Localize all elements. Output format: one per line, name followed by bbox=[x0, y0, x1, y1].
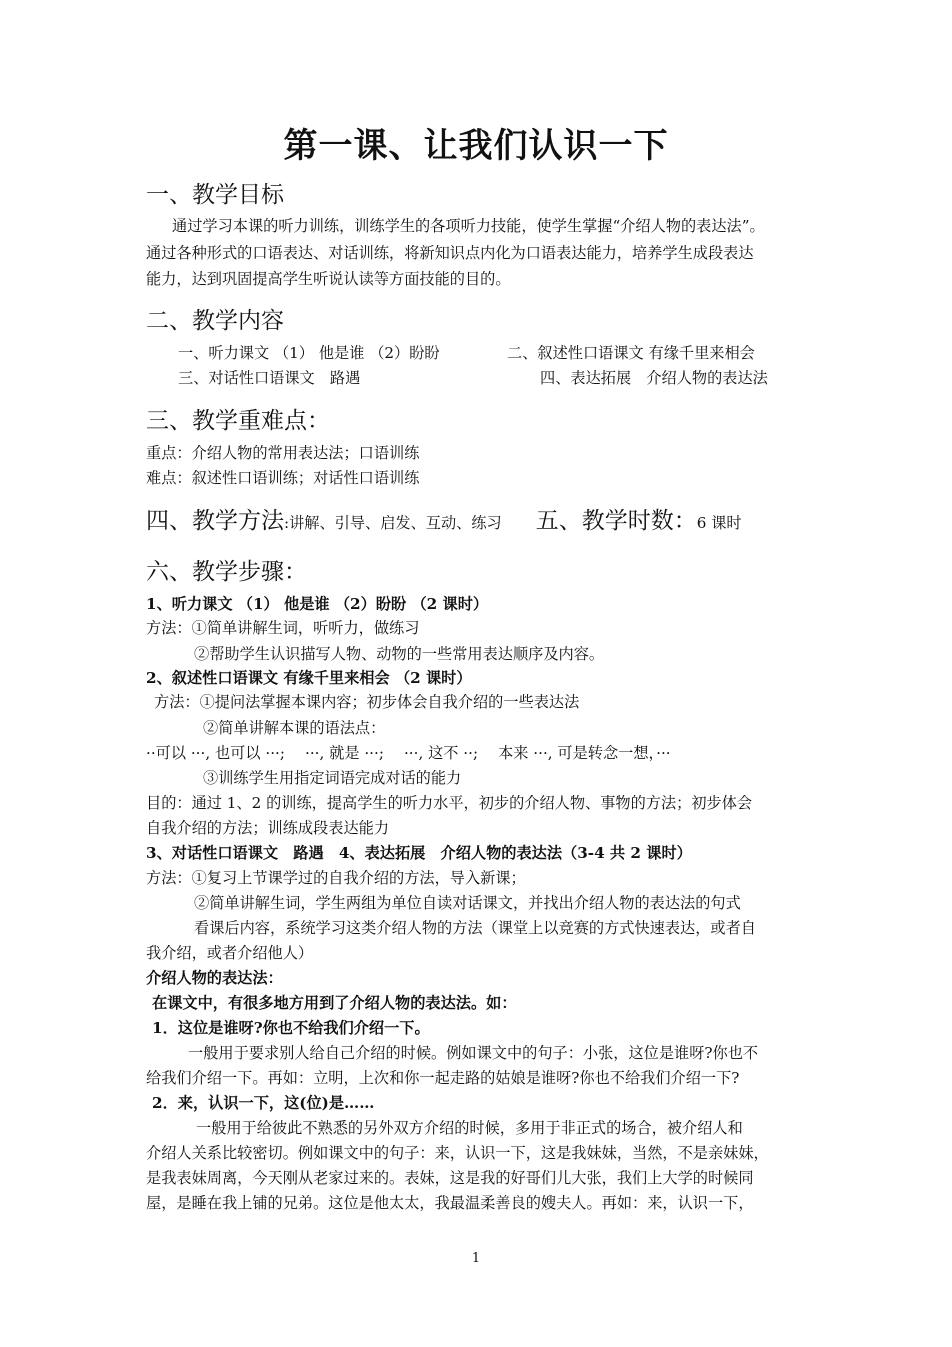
step-line: 一般用于给彼此不熟悉的另外双方介绍的时候，多用于非正式的场合，被介绍人和 bbox=[196, 1119, 743, 1137]
keypoint-line-2: 难点：叙述性口语训练；对话性口语训练 bbox=[146, 469, 420, 487]
step-line: 介绍人物的表达法： bbox=[146, 969, 283, 987]
section-heading-keypoints: 三、教学重难点： bbox=[146, 408, 330, 434]
objectives-line-2: 通过各种形式的口语表达、对话训练，将新知识点内化为口语表达能力，培养学生成段表达 bbox=[146, 244, 754, 262]
step-line: 2、叙述性口语课文 有缘千里来相会 （2 课时） bbox=[146, 669, 472, 687]
step-line: 给我们介绍一下。再如：立明，上次和你一起走路的姑娘是谁呀?你也不给我们介绍一下? bbox=[146, 1069, 740, 1087]
objectives-line-1: 通过学习本课的听力训练，训练学生的各项听力技能，使学生掌握“介绍人物的表达法”。 bbox=[172, 217, 765, 235]
step-line: 方法：①简单讲解生词，听听力，做练习 bbox=[146, 619, 420, 637]
section-heading-objectives: 一、教学目标 bbox=[146, 182, 284, 208]
section-heading-methods-hours bbox=[146, 502, 742, 535]
page-title: 第一课、让我们认识一下 bbox=[283, 126, 669, 166]
step-line: 屋，是睡在我上铺的兄弟。这位是他太太，我最温柔善良的嫂夫人。再如：来，认识一下， bbox=[146, 1194, 754, 1212]
step-line: 在课文中，有很多地方用到了介绍人物的表达法。如： bbox=[152, 994, 517, 1012]
step-line: 1．这位是谁呀?你也不给我们介绍一下。 bbox=[152, 1019, 430, 1037]
step-line: ②简单讲解生词，学生两组为单位自读对话课文，并找出介绍人物的表达法的句式 bbox=[194, 894, 741, 912]
step-line: 方法：①提问法掌握本课内容；初步体会自我介绍的一些表达法 bbox=[154, 693, 580, 711]
step-line: 自我介绍的方法；训练成段表达能力 bbox=[146, 819, 389, 837]
content-item-1: 一、听力课文 （1） 他是谁 （2）盼盼 bbox=[178, 344, 440, 362]
objectives-line-3: 能力，达到巩固提高学生听说认读等方面技能的目的。 bbox=[146, 270, 511, 288]
step-line: 目的：通过 1、2 的训练，提高学生的听力水平，初步的介绍人物、事物的方法；初步体会 bbox=[146, 794, 753, 812]
keypoint-line-1: 重点：介绍人物的常用表达法；口语训练 bbox=[146, 444, 420, 462]
methods-heading: 四、教学方法 bbox=[146, 508, 284, 534]
step-line: ②帮助学生认识描写人物、动物的一些常用表达顺序及内容。 bbox=[194, 645, 605, 663]
step-line: ··可以 ···, 也可以 ···; ···, 就是 ···; ···, 这不 ··; 本来 ···, 可是转念一想，··· bbox=[146, 744, 671, 762]
step-line: 方法：①复习上节课学过的自我介绍的方法，导入新课； bbox=[146, 869, 526, 887]
step-line: 是我表妹周离，今天刚从老家过来的。表妹，这是我的好哥们儿大张，我们上大学的时候同 bbox=[146, 1169, 754, 1187]
hours-heading: 五、教学时数： bbox=[535, 508, 697, 534]
content-item-3: 三、对话性口语课文 路遇 bbox=[178, 369, 361, 387]
step-line: 一般用于要求别人给自己介绍的时候。例如课文中的句子：小张，这位是谁呀?你也不 bbox=[188, 1044, 759, 1062]
step-line: 2．来，认识一下，这(位)是…… bbox=[152, 1094, 375, 1112]
step-line: ②简单讲解本课的语法点： bbox=[203, 719, 386, 737]
step-line: ③训练学生用指定词语完成对话的能力 bbox=[203, 769, 462, 787]
methods-value: :讲解、引导、启发、互动、练习 bbox=[284, 514, 502, 532]
step-line: 看课后内容，系统学习这类介绍人物的方法（课堂上以竞赛的方式快速表达，或者自 bbox=[194, 919, 756, 937]
content-item-4: 四、表达拓展 介绍人物的表达法 bbox=[540, 369, 768, 387]
step-line: 我介绍，或者介绍他人） bbox=[146, 944, 314, 962]
content-item-2: 二、叙述性口语课文 有缘千里来相会 bbox=[507, 344, 755, 362]
step-line: 介绍人关系比较密切。例如课文中的句子：来，认识一下，这是我妹妹，当然，不是亲妹妹， bbox=[146, 1144, 769, 1162]
section-heading-content: 二、教学内容 bbox=[146, 308, 284, 334]
hours-value: 6 课时 bbox=[696, 514, 742, 532]
step-line: 3、对话性口语课文 路遇 4、表达拓展 介绍人物的表达法（3-4 共 2 课时） bbox=[146, 844, 692, 862]
section-heading-steps: 六、教学步骤： bbox=[146, 559, 307, 585]
page-number: 1 bbox=[471, 1251, 481, 1266]
step-line: 1、听力课文 （1） 他是谁 （2）盼盼 （2 课时） bbox=[146, 595, 489, 613]
